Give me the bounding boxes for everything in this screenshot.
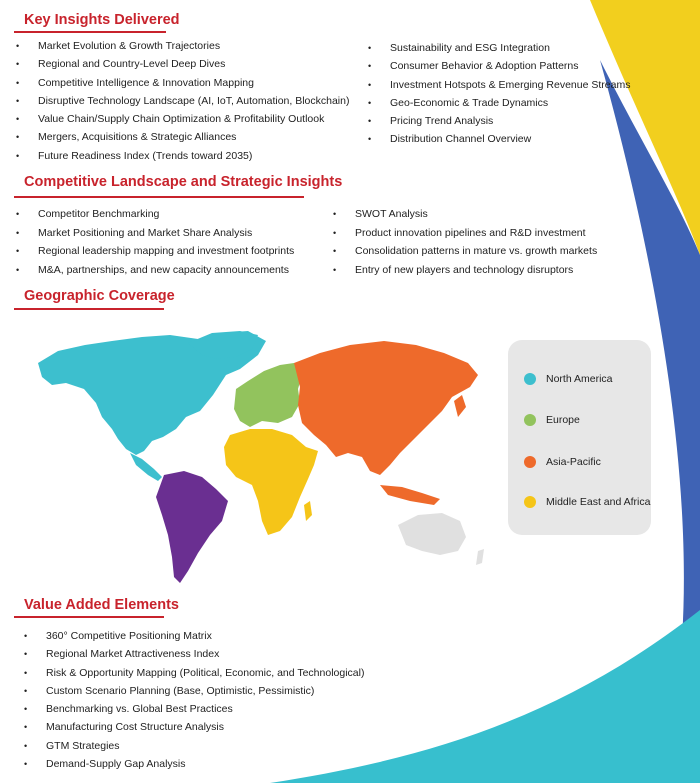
list-item: • GTM Strategies bbox=[24, 737, 364, 755]
key-insights-underline bbox=[14, 31, 166, 33]
legend-dot bbox=[524, 496, 536, 508]
list-item: • Geo-Economic & Trade Dynamics bbox=[368, 94, 630, 112]
middle-east-africa-region bbox=[224, 429, 318, 535]
central-america-region bbox=[130, 453, 162, 481]
list-item: • Risk & Opportunity Mapping (Political, Economic, and Technological) bbox=[24, 664, 364, 682]
list-item: • Mergers, Acquisitions & Strategic Alliances bbox=[16, 128, 349, 146]
europe-region bbox=[234, 363, 302, 427]
oceania-region bbox=[398, 513, 466, 555]
competitive-left-list bbox=[16, 205, 294, 279]
list-item: • Entry of new players and technology disruptors bbox=[333, 261, 597, 280]
japan-region bbox=[454, 395, 466, 417]
geographic-coverage-underline bbox=[14, 308, 164, 310]
new-zealand-region bbox=[476, 549, 484, 565]
legend-label: Asia-Pacific bbox=[546, 456, 601, 468]
list-item: • Value Chain/Supply Chain Optimization & Profitability Outlook bbox=[16, 110, 349, 128]
legend-item-asia-pacific bbox=[524, 456, 601, 468]
world-map bbox=[30, 325, 500, 585]
legend-item-north-america bbox=[524, 373, 613, 385]
legend-dot bbox=[524, 373, 536, 385]
geographic-coverage-heading: Geographic Coverage bbox=[24, 288, 175, 304]
list-item: • Benchmarking vs. Global Best Practices bbox=[24, 700, 364, 718]
legend-dot bbox=[524, 456, 536, 468]
value-added-underline bbox=[14, 616, 164, 618]
asia-pacific-region bbox=[294, 341, 478, 475]
list-item: • Product innovation pipelines and R&D investment bbox=[333, 224, 597, 243]
indonesia-region bbox=[380, 485, 440, 505]
legend-label: Europe bbox=[546, 414, 580, 426]
list-item: • Regional and Country-Level Deep Dives bbox=[16, 55, 349, 73]
list-item: • Distribution Channel Overview bbox=[368, 130, 630, 148]
competitive-landscape-underline bbox=[14, 196, 304, 198]
value-added-list bbox=[24, 627, 364, 773]
list-item: • Manufacturing Cost Structure Analysis bbox=[24, 718, 364, 736]
legend-item-middle-east-africa bbox=[524, 496, 650, 508]
key-insights-left-list bbox=[16, 37, 349, 165]
list-item: • Custom Scenario Planning (Base, Optimistic, Pessimistic) bbox=[24, 682, 364, 700]
list-item: • 360° Competitive Positioning Matrix bbox=[24, 627, 364, 645]
list-item: • Consolidation patterns in mature vs. growth markets bbox=[333, 242, 597, 261]
legend-label: Middle East and Africa bbox=[546, 496, 651, 508]
list-item: • Future Readiness Index (Trends toward 2035) bbox=[16, 147, 349, 165]
south-america-region bbox=[156, 471, 228, 583]
list-item: • Market Positioning and Market Share Analysis bbox=[16, 224, 294, 243]
list-item: • Competitor Benchmarking bbox=[16, 205, 294, 224]
list-item: • Demand-Supply Gap Analysis bbox=[24, 755, 364, 773]
list-item: • Pricing Trend Analysis bbox=[368, 112, 630, 130]
legend-item-europe bbox=[524, 414, 580, 426]
key-insights-heading: Key Insights Delivered bbox=[24, 12, 180, 28]
list-item: • Regional leadership mapping and investment footprints bbox=[16, 242, 294, 261]
list-item: • Regional Market Attractiveness Index bbox=[24, 645, 364, 663]
list-item: • Consumer Behavior & Adoption Patterns bbox=[368, 57, 630, 75]
competitive-right-list bbox=[333, 205, 597, 279]
legend-dot bbox=[524, 414, 536, 426]
list-item: • Sustainability and ESG Integration bbox=[368, 39, 630, 57]
competitive-landscape-heading: Competitive Landscape and Strategic Insights bbox=[24, 174, 343, 190]
list-item: • M&A, partnerships, and new capacity announcements bbox=[16, 261, 294, 280]
list-item: • Investment Hotspots & Emerging Revenue Streams bbox=[368, 76, 630, 94]
list-item: • Competitive Intelligence & Innovation Mapping bbox=[16, 74, 349, 92]
list-item: • Market Evolution & Growth Trajectories bbox=[16, 37, 349, 55]
legend-label: North America bbox=[546, 373, 613, 385]
key-insights-right-list bbox=[368, 39, 630, 149]
list-item: • Disruptive Technology Landscape (AI, IoT, Automation, Blockchain) bbox=[16, 92, 349, 110]
value-added-heading: Value Added Elements bbox=[24, 597, 179, 613]
list-item: • SWOT Analysis bbox=[333, 205, 597, 224]
map-legend bbox=[508, 340, 651, 535]
madagascar-region bbox=[304, 501, 312, 521]
